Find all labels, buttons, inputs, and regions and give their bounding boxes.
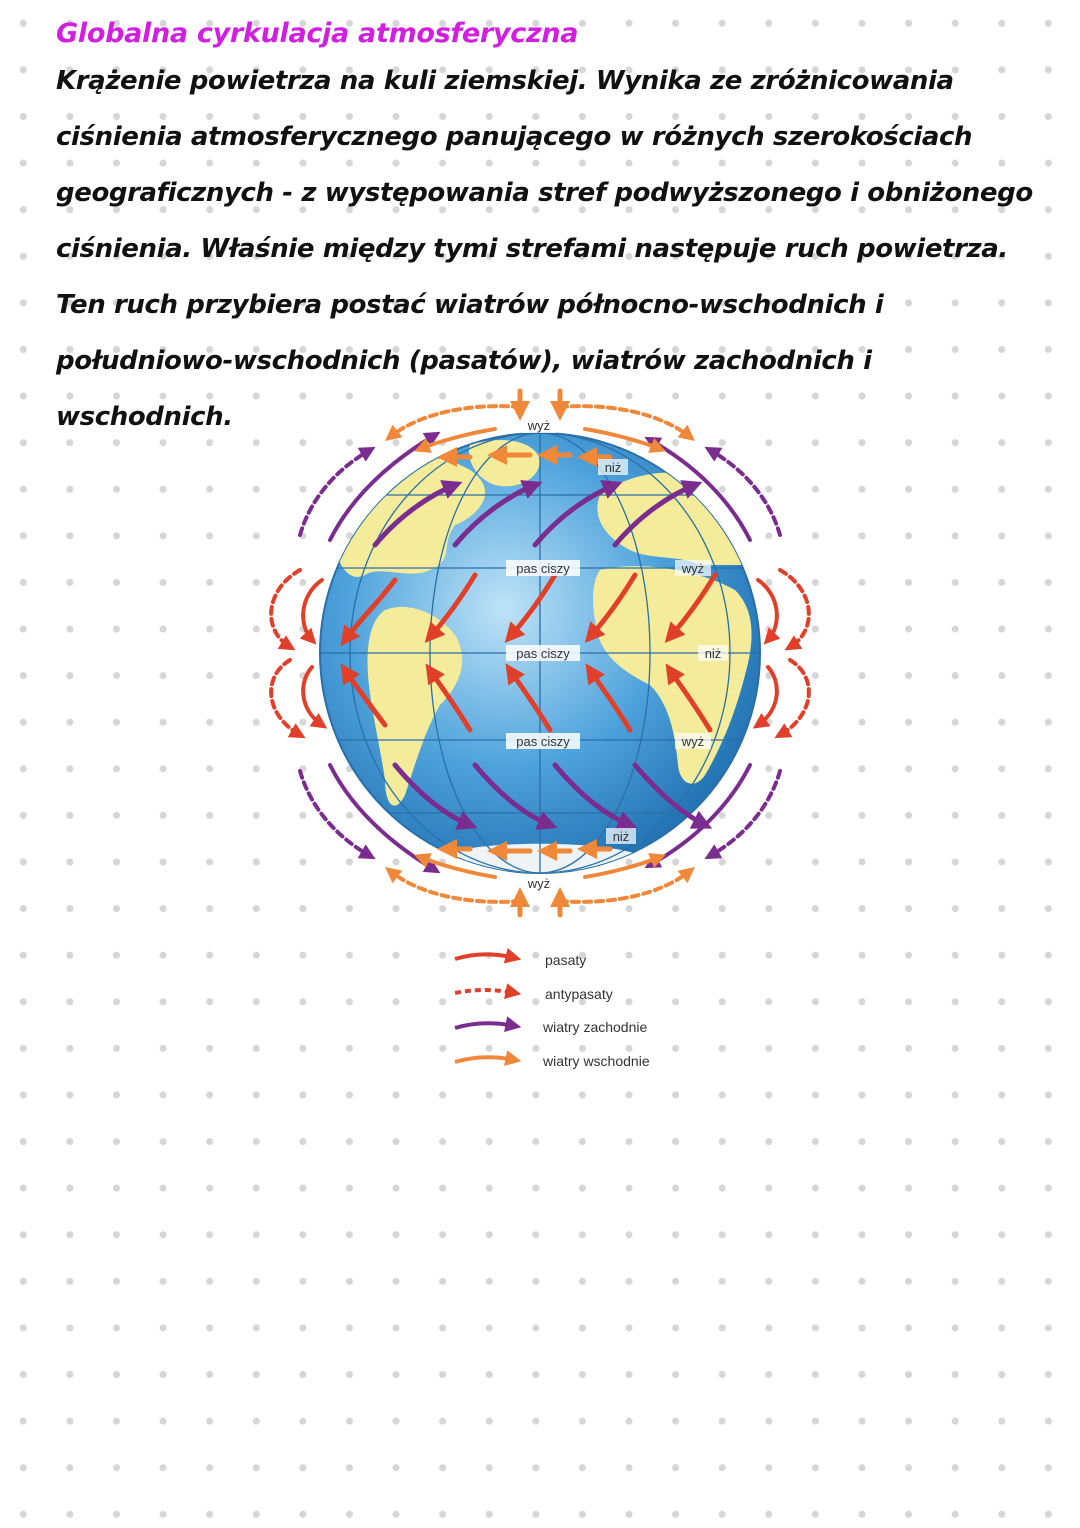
circulation-diagram-svg bbox=[0, 385, 1080, 1085]
trade-wind-arrow bbox=[758, 580, 777, 640]
westerly-arrow bbox=[710, 771, 780, 856]
note-line: południowo-wschodnich (pasatów), wiatrów zachodnich i wschodnich. bbox=[56, 346, 872, 432]
legend-label: wiatry zachodnie bbox=[543, 1019, 648, 1035]
legend-swatch-solid-red bbox=[455, 954, 515, 959]
note-line: ciśnienia. Właśnie między tymi strefami następuje ruch powietrza. bbox=[56, 234, 1008, 264]
westerly-arrow bbox=[300, 771, 370, 856]
trade-wind-arrow bbox=[758, 667, 777, 725]
note-line: Krążenie powietrza na kuli ziemskiej. Wynika ze zróżnicowania bbox=[56, 66, 954, 96]
antitrade-arrow bbox=[271, 570, 300, 647]
trade-wind-arrow bbox=[303, 667, 322, 725]
legend bbox=[455, 952, 650, 1069]
easterly-arrow bbox=[390, 406, 520, 437]
note-text-block bbox=[56, 18, 1046, 445]
label-high-south: wyż bbox=[681, 734, 705, 749]
label-calm-south: pas ciszy bbox=[516, 734, 570, 749]
label-high-bottom: wyż bbox=[527, 876, 551, 891]
legend-item-antypasaty bbox=[455, 986, 613, 1002]
legend-swatch-purple bbox=[455, 1023, 515, 1028]
antitrade-arrow bbox=[780, 660, 809, 735]
legend-label: wiatry wschodnie bbox=[543, 1053, 650, 1069]
easterly-arrow bbox=[390, 871, 520, 902]
label-high-north: wyż bbox=[681, 561, 705, 576]
antitrade-arrow bbox=[780, 570, 809, 647]
legend-item-pasaty bbox=[455, 952, 586, 968]
label-low-north: niż bbox=[604, 460, 622, 475]
westerly-arrow bbox=[300, 450, 370, 535]
label-low-south: niż bbox=[612, 829, 630, 844]
legend-label: antypasaty bbox=[545, 986, 613, 1002]
circulation-diagram bbox=[0, 385, 1080, 1085]
note-title: Globalna cyrkulacja atmosferyczna bbox=[56, 18, 579, 49]
label-calm-north: pas ciszy bbox=[516, 561, 570, 576]
label-calm-equator: pas ciszy bbox=[516, 646, 570, 661]
antitrade-arrow bbox=[271, 660, 300, 735]
legend-swatch-orange bbox=[455, 1057, 515, 1062]
note-line: geograficznych - z występowania stref podwyższonego i obniżonego bbox=[56, 178, 1033, 208]
note-line: ciśnienia atmosferycznego panującego w różnych szerokościach bbox=[56, 122, 973, 152]
note-line: Ten ruch przybiera postać wiatrów północno-wschodnich i bbox=[56, 290, 884, 320]
westerly-arrow bbox=[710, 450, 780, 535]
legend-item-westerlies bbox=[455, 1019, 647, 1035]
legend-item-easterlies bbox=[455, 1053, 650, 1069]
label-high-top: wyż bbox=[527, 418, 551, 433]
easterly-arrow bbox=[560, 871, 690, 902]
trade-wind-arrow bbox=[303, 580, 322, 640]
easterly-arrow bbox=[560, 406, 690, 437]
legend-label: pasaty bbox=[545, 952, 587, 968]
label-low-equator: niż bbox=[704, 646, 722, 661]
legend-swatch-dashed-red bbox=[455, 990, 515, 993]
